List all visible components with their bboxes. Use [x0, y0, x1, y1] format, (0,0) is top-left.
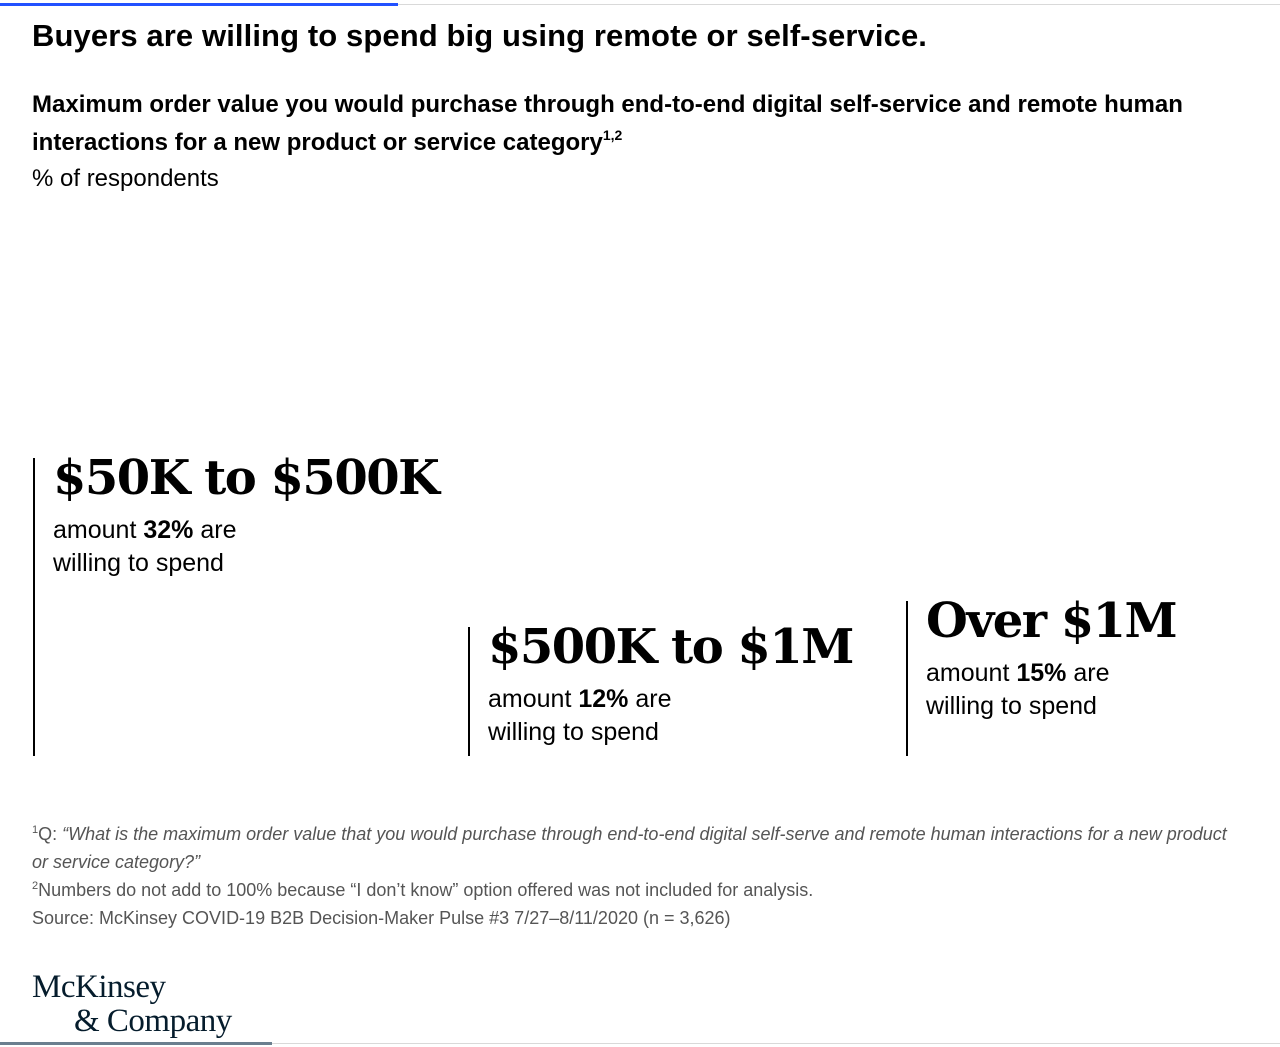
footnote-2-text: Numbers do not add to 100% because “I don’t know” option offered was not included for analysis. [38, 880, 814, 900]
bar-2 [468, 619, 888, 756]
footnote-2-mark: 2 [32, 880, 39, 892]
bar-range-label: $500K to $1M [488, 619, 853, 675]
desc-suffix-line-2: willing to spend [53, 549, 224, 577]
bar-value-label: 15% [1016, 659, 1067, 687]
bar-value-label: 32% [143, 516, 194, 544]
chart-title: Buyers are willing to spend big using remote or self-service. [32, 18, 928, 53]
bar-3 [906, 593, 1266, 756]
bar-range-label: Over $1M [926, 593, 1177, 649]
bar-range-label: $50K to $500K [53, 450, 439, 506]
footnote-1-mark: 1 [32, 824, 39, 836]
logo-line-2: & Company [74, 1003, 232, 1039]
desc-prefix: amount [926, 659, 1010, 687]
footnote-1 [32, 820, 1247, 876]
bar-description [53, 514, 453, 580]
desc-prefix: amount [488, 685, 572, 713]
bar-value-label: 12% [578, 685, 629, 713]
bar-description [488, 683, 888, 749]
desc-suffix: are [635, 685, 672, 713]
mckinsey-logo [32, 970, 232, 1038]
unit-label: % of respondents [32, 165, 219, 192]
bar-description [926, 657, 1266, 723]
bottom-accent-bar [0, 1042, 272, 1045]
bar-1 [33, 450, 453, 756]
desc-suffix: are [200, 516, 237, 544]
footnote-2 [32, 876, 1247, 904]
subtitle-note-marks: 1,2 [602, 127, 623, 143]
desc-suffix-line-2: willing to spend [488, 718, 659, 746]
footnote-1-prefix: Q: [38, 824, 63, 844]
subtitle-text: Maximum order value you would purchase through end-to-end digital self-service and remote human interactions for a new product or service category [32, 91, 1183, 156]
desc-suffix-line-2: willing to spend [926, 692, 1097, 720]
source-note: Source: McKinsey COVID-19 B2B Decision-Maker Pulse #3 7/27–8/11/2020 (n = 3,626) [32, 908, 731, 928]
desc-prefix: amount [53, 516, 137, 544]
footnote-1-question: “What is the maximum order value that you would purchase through end-to-end digital self-serve and remote human interactions for a new product or service category?” [32, 824, 1227, 872]
logo-line-1: McKinsey [32, 969, 166, 1005]
footnotes [32, 820, 1247, 932]
desc-suffix: are [1073, 659, 1110, 687]
